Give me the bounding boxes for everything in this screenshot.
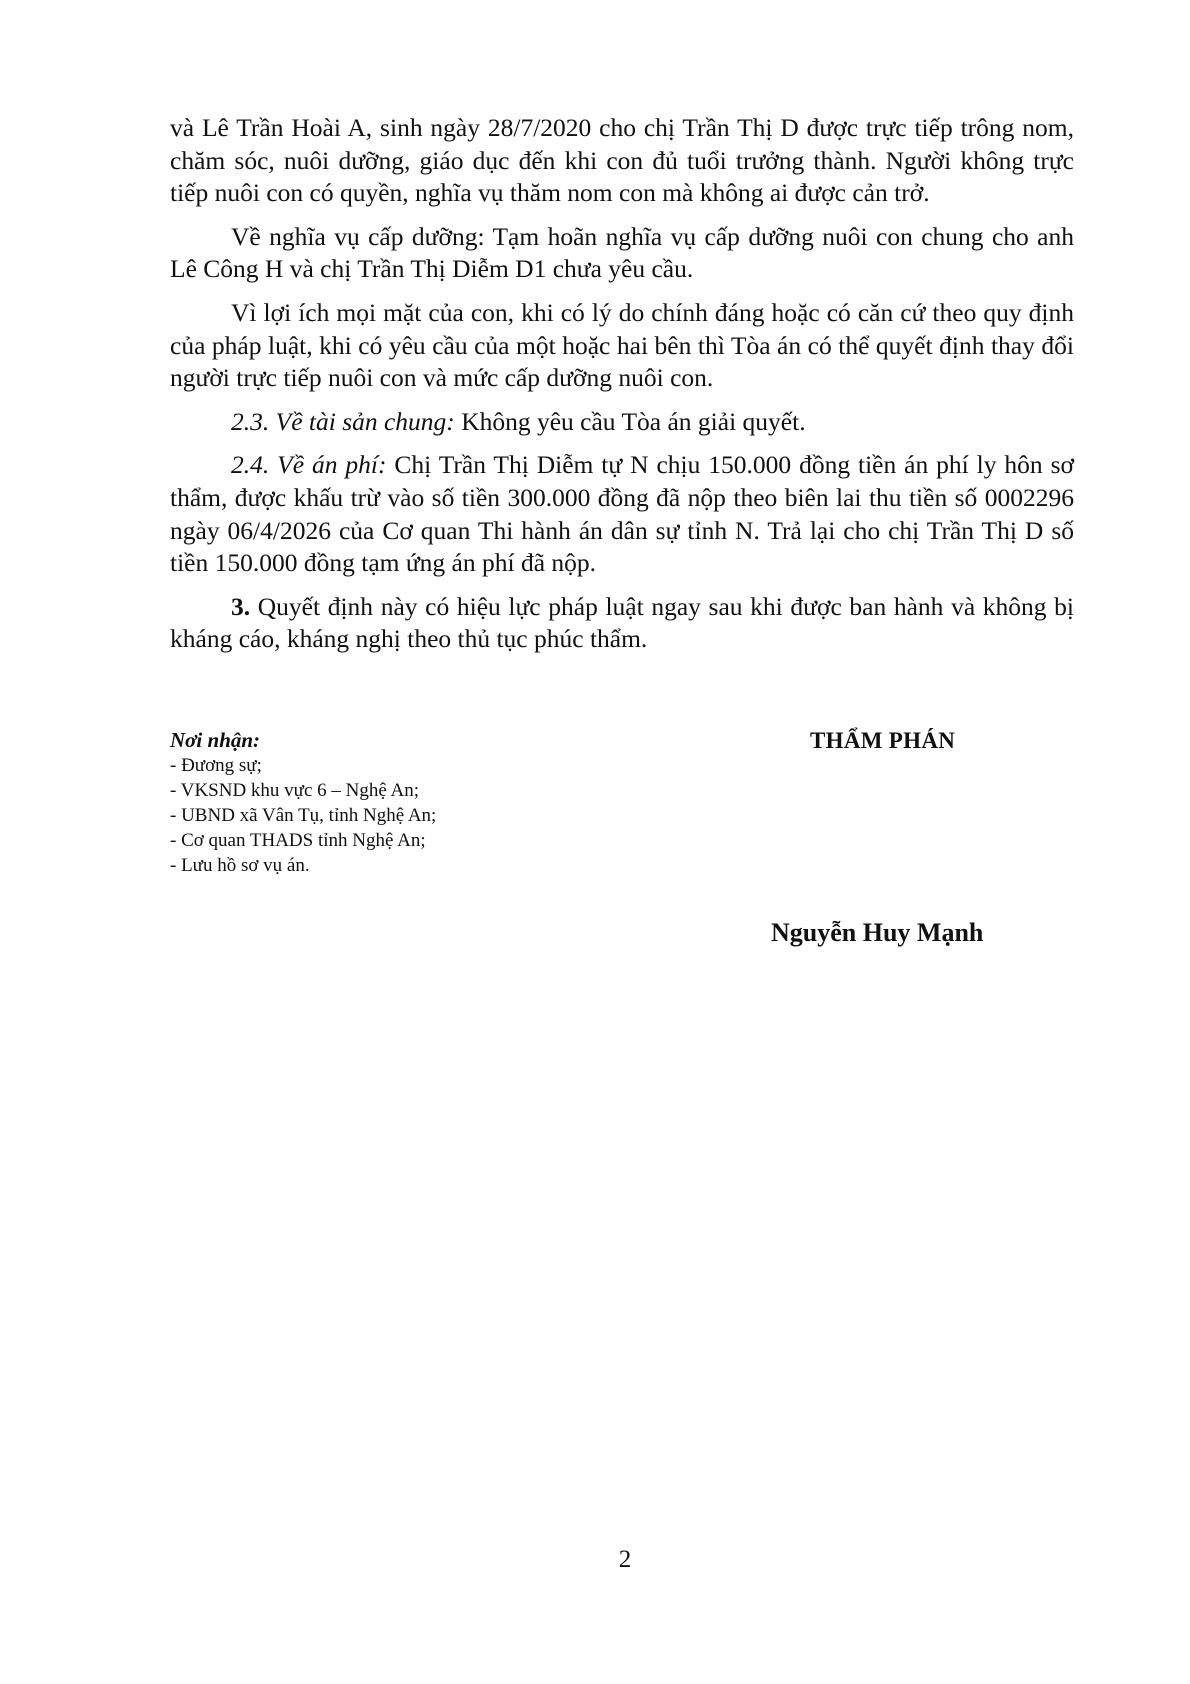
recipient-item: - VKSND khu vực 6 – Nghệ An; bbox=[170, 780, 420, 801]
recipient-item: - UBND xã Vân Tụ, tỉnh Nghệ An; bbox=[170, 805, 437, 826]
section-lead: 2.4. Về án phí: bbox=[231, 450, 387, 480]
signature-title: THẨM PHÁN bbox=[810, 728, 956, 753]
recipients-heading: Nơi nhận: bbox=[170, 728, 261, 752]
section-lead: 2.3. Về tài sản chung: bbox=[231, 406, 455, 436]
recipient-item: - Lưu hồ sơ vụ án. bbox=[170, 855, 310, 876]
page-number: 2 bbox=[618, 1546, 632, 1573]
section-lead: 3. bbox=[231, 591, 251, 621]
paragraph-court-fees bbox=[170, 449, 1074, 579]
paragraph-text: Chị Trần Thị Diễm tự N chịu 150.000 đồng tiền án phí ly hôn sơ thẩm, được khấu trừ vào số tiền 300.000 đồng đã nộp theo biên lai thu tiền số 0002296 ngày 06/4/2026 của Cơ quan Thi hành án dân sự tỉnh N. Trả lại cho chị Trần Thị D số tiền 150.000 đồng tạm ứng án phí đã nộp. bbox=[170, 450, 1074, 578]
paragraph-legal-effect bbox=[170, 591, 1074, 656]
paragraph-change-custody bbox=[170, 297, 1074, 395]
recipient-item: - Đương sự; bbox=[170, 755, 262, 776]
paragraph-support-obligation bbox=[170, 221, 1074, 286]
paragraph-text: và Lê Trần Hoài A, sinh ngày 28/7/2020 cho chị Trần Thị D được trực tiếp trông nom, chăm sóc, nuôi dưỡng, giáo dục đến khi con đủ tuổi trưởng thành. Người không trực tiếp nuôi con có quyền, nghĩa vụ thăm nom con mà không ai được cản trở. bbox=[170, 113, 1074, 208]
paragraph-text: Không yêu cầu Tòa án giải quyết. bbox=[454, 406, 806, 436]
recipient-item: - Cơ quan THADS tỉnh Nghệ An; bbox=[170, 830, 426, 851]
decision-body bbox=[170, 112, 1074, 667]
recipients-block bbox=[170, 727, 630, 878]
signature-name: Nguyễn Huy Mạnh bbox=[771, 918, 984, 947]
paragraph-common-property bbox=[170, 406, 1074, 439]
recipients-list bbox=[170, 753, 630, 878]
paragraph-text: Về nghĩa vụ cấp dưỡng: Tạm hoãn nghĩa vụ cấp dưỡng nuôi con chung cho anh Lê Công H và chị Trần Thị Diễm D1 chưa yêu cầu. bbox=[170, 221, 1074, 284]
paragraph-custody bbox=[170, 112, 1074, 210]
paragraph-text: Vì lợi ích mọi mặt của con, khi có lý do chính đáng hoặc có căn cứ theo quy định của pháp luật, khi có yêu cầu của một hoặc hai bên thì Tòa án có thể quyết định thay đổi người trực tiếp nuôi con và mức cấp dưỡng nuôi con. bbox=[170, 297, 1074, 393]
paragraph-text: Quyết định này có hiệu lực pháp luật ngay sau khi được ban hành và không bị kháng cáo, kháng nghị theo thủ tục phúc thẩm. bbox=[170, 591, 1074, 654]
